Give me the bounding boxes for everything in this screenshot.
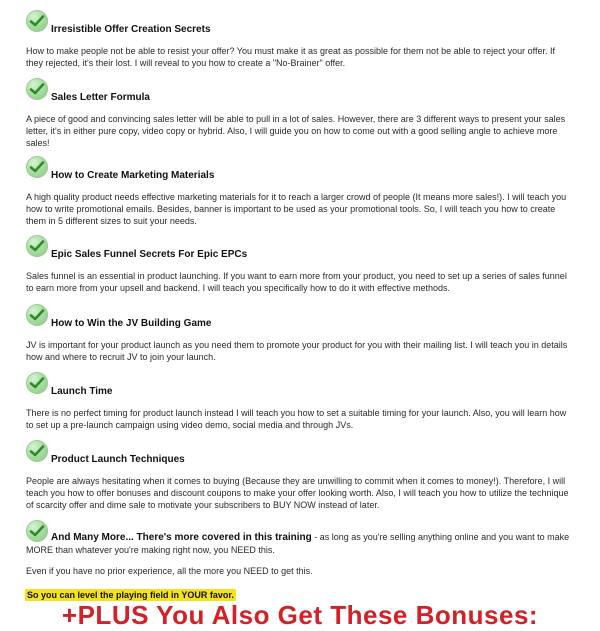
more-paragraph <box>26 520 574 556</box>
and-many-more <box>26 520 574 556</box>
feature-item <box>26 156 574 227</box>
feature-title: How to Create Marketing Materials <box>51 170 215 181</box>
no-experience-text: Even if you have no prior experience, all the more you NEED to get this. <box>26 566 313 576</box>
feature-description: How to make people not be able to resist your offer? You must make it as great as possible for them not be able to reject your offer. If they rejected, it's their lost. I will reveal to you how to create a "No-Brainer" offer. <box>26 46 555 68</box>
feature-title: How to Win the JV Building Game <box>51 318 212 329</box>
more-rest: - as long as you're selling anything online and you want to make MORE than whatever you're making right now, you NEED this. <box>26 532 570 555</box>
feature-title: Product Launch Techniques <box>51 454 185 465</box>
highlight-text: So you can level the playing field in YOUR favor. <box>27 590 234 600</box>
feature-description: A high quality product needs effective marketing materials for it to reach a larger crowd of people (It means more sales!). I will teach you how to write promotional emails. Besides, banner is important to be used as your promotional tools. So, I will teach you how to create them in 5 different sizes to suit your needs. <box>26 192 567 226</box>
feature-description: A piece of good and convincing sales letter will be able to pull in a lot of sales. However, there are 3 different ways to present your sales letter, it's in either pure copy, video copy or hybrid. Also, I will guide you on how to come out with a good selling angle to achieve more sales! <box>26 114 566 148</box>
checkmark-icon <box>26 520 48 542</box>
feature-title: Sales Letter Formula <box>51 92 150 103</box>
checkmark-icon <box>26 372 48 394</box>
feature-title: Irresistible Offer Creation Secrets <box>51 24 211 35</box>
feature-item <box>26 440 574 511</box>
feature-title: Launch Time <box>51 386 113 397</box>
checkmark-icon <box>26 156 48 178</box>
feature-item <box>26 10 574 69</box>
feature-description: JV is important for your product launch as you need them to promote your product for you with their mailing list. I will teach you in details how and where to recruit JV to join your launch. <box>26 340 568 362</box>
feature-title: Epic Sales Funnel Secrets For Epic EPCs <box>51 249 248 260</box>
feature-description: There is no perfect timing for product launch instead I will teach you how to set a suitable timing for your launch. Also, you will learn how to set up a pre-launch campaign using video demo, social media and through JVs. <box>26 408 567 430</box>
feature-item <box>26 235 574 294</box>
feature-item <box>26 372 574 431</box>
checkmark-icon <box>26 78 48 100</box>
bonus-heading: +PLUS You Also Get These Bonuses: <box>61 600 539 630</box>
checkmark-icon <box>26 304 48 326</box>
checkmark-icon <box>26 440 48 462</box>
feature-description: Sales funnel is an essential in product launching. If you want to earn more from your product, you need to set up a series of sales funnel to earn more from your upsell and backend. I will teach you specifically how to do it with effective methods. <box>26 271 567 293</box>
checkmark-icon <box>26 235 48 257</box>
feature-description: People are always hesitating when it comes to buying (Because they are unwilling to commit when it comes to money!). Therefore, I will teach you how to offer bonuses and discount coupons to make your offer looking worth. Also, I will teach you how to utilize the technique of scarcity offer and dime sale to motivate your subscribers to BUY NOW instead of later. <box>26 476 569 510</box>
feature-item <box>26 304 574 363</box>
feature-item <box>26 78 574 149</box>
checkmark-icon <box>26 10 48 32</box>
more-bold: And Many More... There's more covered in this training <box>51 532 312 543</box>
